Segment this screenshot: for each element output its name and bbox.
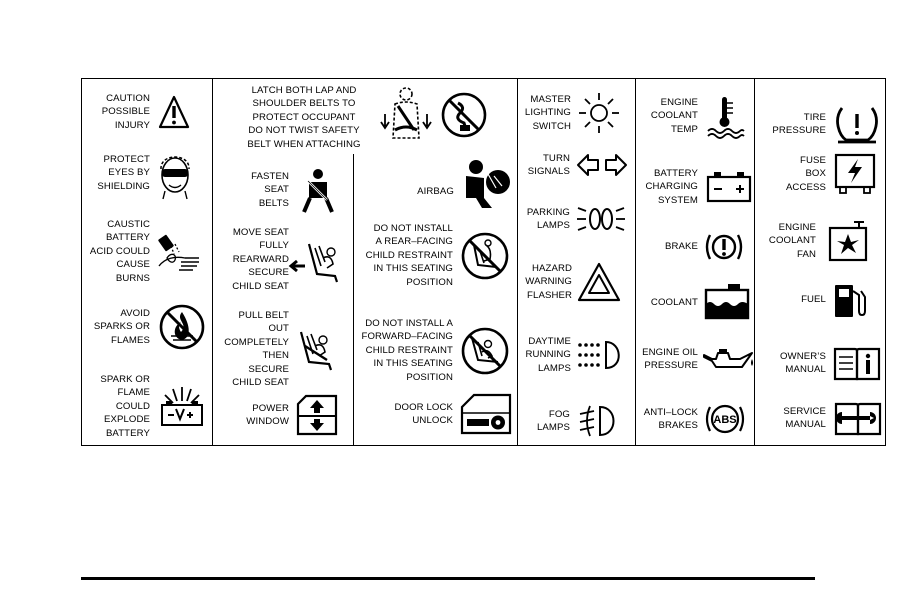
coolant-temp-row <box>647 95 746 137</box>
latch-belts-row <box>242 84 366 151</box>
parking-lamps-row <box>524 202 626 236</box>
battery-charging-label: BATTERY CHARGING SYSTEM <box>645 168 698 206</box>
fuel-row <box>798 281 867 319</box>
anti-lock-label: ANTI–LOCK BRAKES <box>643 406 698 431</box>
fasten-belts-label: FASTEN SEAT BELTS <box>251 170 289 209</box>
door-lock-row <box>387 393 512 435</box>
daytime-running-lamps-icon <box>576 338 628 372</box>
coolant-temp-label: ENGINE COOLANT TEMP <box>650 96 698 135</box>
abs-icon-text: ABS <box>713 414 737 426</box>
no-twist-belt-icon <box>440 91 488 139</box>
fuel-pump-icon <box>833 281 867 319</box>
no-rear-facing-row <box>363 222 510 289</box>
power-window-switch-icon[interactable] <box>296 394 338 436</box>
parking-lamps-icon <box>576 202 626 236</box>
owners-manual-row <box>778 345 881 381</box>
seat-rearward-arrow-icon <box>291 238 345 282</box>
turn-signals-row <box>526 152 628 179</box>
coolant-reservoir-icon <box>704 282 750 320</box>
seat-belt-icon <box>296 168 338 212</box>
master-lighting-row <box>522 91 623 135</box>
service-manual-label: SERVICE MANUAL <box>783 405 826 430</box>
service-manual-row <box>779 400 882 436</box>
oil-can-icon <box>702 347 754 371</box>
caution-label: CAUTION POSSIBLE INJURY <box>101 93 150 131</box>
child-seat-belt-icon <box>297 328 337 370</box>
coolant-fan-row <box>766 220 870 262</box>
parking-lamps-label: PARKING LAMPS <box>526 206 570 231</box>
door-lock-key-icon[interactable] <box>460 393 512 435</box>
latch-belts-label: LATCH BOTH LAP AND SHOULDER BELTS TO PROTECT OCCUPANT DO NOT TWIST SAFETY BELT WHEN ATTACHING <box>247 85 361 150</box>
no-forward-facing-seat-icon <box>460 326 510 376</box>
tire-pressure-icon <box>834 104 880 144</box>
hazard-triangle-icon <box>577 262 621 302</box>
no-forward-facing-row <box>356 317 510 384</box>
coolant-thermometer-icon <box>706 95 746 137</box>
fog-lamp-icon <box>578 404 620 438</box>
fog-lamps-row <box>534 404 620 438</box>
brake-label: BRAKE <box>664 241 698 253</box>
oil-pressure-label: ENGINE OIL PRESSURE <box>642 347 698 372</box>
battery-explosion-icon <box>159 385 205 429</box>
fasten-belts-row <box>244 168 338 212</box>
daytime-lamps-label: DAYTIME RUNNING LAMPS <box>525 336 571 374</box>
column-divider <box>517 79 518 445</box>
fog-lamps-label: FOG LAMPS <box>536 408 570 433</box>
footer-rule <box>81 577 815 580</box>
battery-charging-row <box>642 167 752 207</box>
no-rear-facing-seat-icon <box>460 231 510 281</box>
column-divider <box>353 154 354 446</box>
hazard-row <box>522 262 621 302</box>
door-lock-label: DOOR LOCK UNLOCK <box>394 401 453 426</box>
anti-lock-row <box>642 401 746 437</box>
explode-battery-label: SPARK OR FLAME COULD EXPLODE BATTERY <box>100 374 150 439</box>
airbag-icon <box>462 158 512 208</box>
no-flames-icon <box>159 304 205 350</box>
belt-lap-shoulder-icon <box>381 86 431 142</box>
brake-row <box>662 229 745 265</box>
service-manual-wrench-icon <box>834 400 882 436</box>
daytime-lamps-row <box>523 335 628 375</box>
pull-belt-label: PULL BELT OUT COMPLETELY THEN SECURE CHILD SEAT <box>224 310 289 389</box>
owners-manual-label: OWNER’S MANUAL <box>779 350 826 375</box>
pull-belt-row <box>220 309 337 389</box>
lighting-switch-icon <box>575 91 623 135</box>
turn-signal-arrows-icon <box>576 152 628 178</box>
power-window-label: POWER WINDOW <box>246 402 289 427</box>
coolant-fan-label: ENGINE COOLANT FAN <box>768 221 816 260</box>
column-divider <box>212 79 213 445</box>
fuel-label: FUEL <box>801 294 826 306</box>
avoid-sparks-label: AVOID SPARKS OR FLAMES <box>93 307 150 346</box>
tire-pressure-row <box>768 104 880 144</box>
master-lighting-label: MASTER LIGHTING SWITCH <box>524 93 571 132</box>
explode-battery-row <box>95 373 205 440</box>
coolant-label: COOLANT <box>650 297 698 309</box>
fuse-box-label: FUSE BOX ACCESS <box>785 154 826 193</box>
airbag-label: AIRBAG <box>417 186 454 198</box>
coolant-fan-icon <box>826 220 870 262</box>
battery-icon <box>706 170 752 204</box>
no-forward-facing-label: DO NOT INSTALL A FORWARD–FACING CHILD RESTRAINT IN THIS SEATING POSITION <box>361 318 453 383</box>
oil-pressure-row <box>640 346 754 373</box>
tire-pressure-label: TIRE PRESSURE <box>772 111 826 136</box>
move-seat-row <box>228 226 345 293</box>
column-divider <box>635 79 636 445</box>
no-rear-facing-label: DO NOT INSTALL A REAR–FACING CHILD RESTRAINT IN THIS SEATING POSITION <box>365 223 453 288</box>
warning-triangle-icon <box>158 95 190 129</box>
caution-row <box>98 92 190 132</box>
fuse-box-row <box>782 153 876 195</box>
owners-manual-book-icon <box>833 345 881 381</box>
move-seat-label: MOVE SEAT FULLY REARWARD SECURE CHILD SEAT <box>232 227 289 292</box>
airbag-row <box>412 158 512 208</box>
column-divider <box>754 79 755 445</box>
brake-warning-icon <box>703 229 745 265</box>
coolant-row <box>648 282 750 320</box>
fuse-box-icon[interactable] <box>834 153 876 195</box>
acid-burn-hand-icon <box>155 232 201 272</box>
caustic-acid-row <box>86 218 201 285</box>
avoid-sparks-row <box>89 304 205 350</box>
turn-signals-label: TURN SIGNALS <box>527 153 570 178</box>
power-window-row <box>244 394 338 436</box>
protect-eyes-row <box>95 147 193 199</box>
safety-goggles-face-icon <box>157 147 193 199</box>
protect-eyes-label: PROTECT EYES BY SHIELDING <box>97 153 150 192</box>
caustic-acid-label: CAUSTIC BATTERY ACID COULD CAUSE BURNS <box>89 219 150 284</box>
abs-icon <box>704 401 746 437</box>
hazard-label: HAZARD WARNING FLASHER <box>525 263 572 301</box>
